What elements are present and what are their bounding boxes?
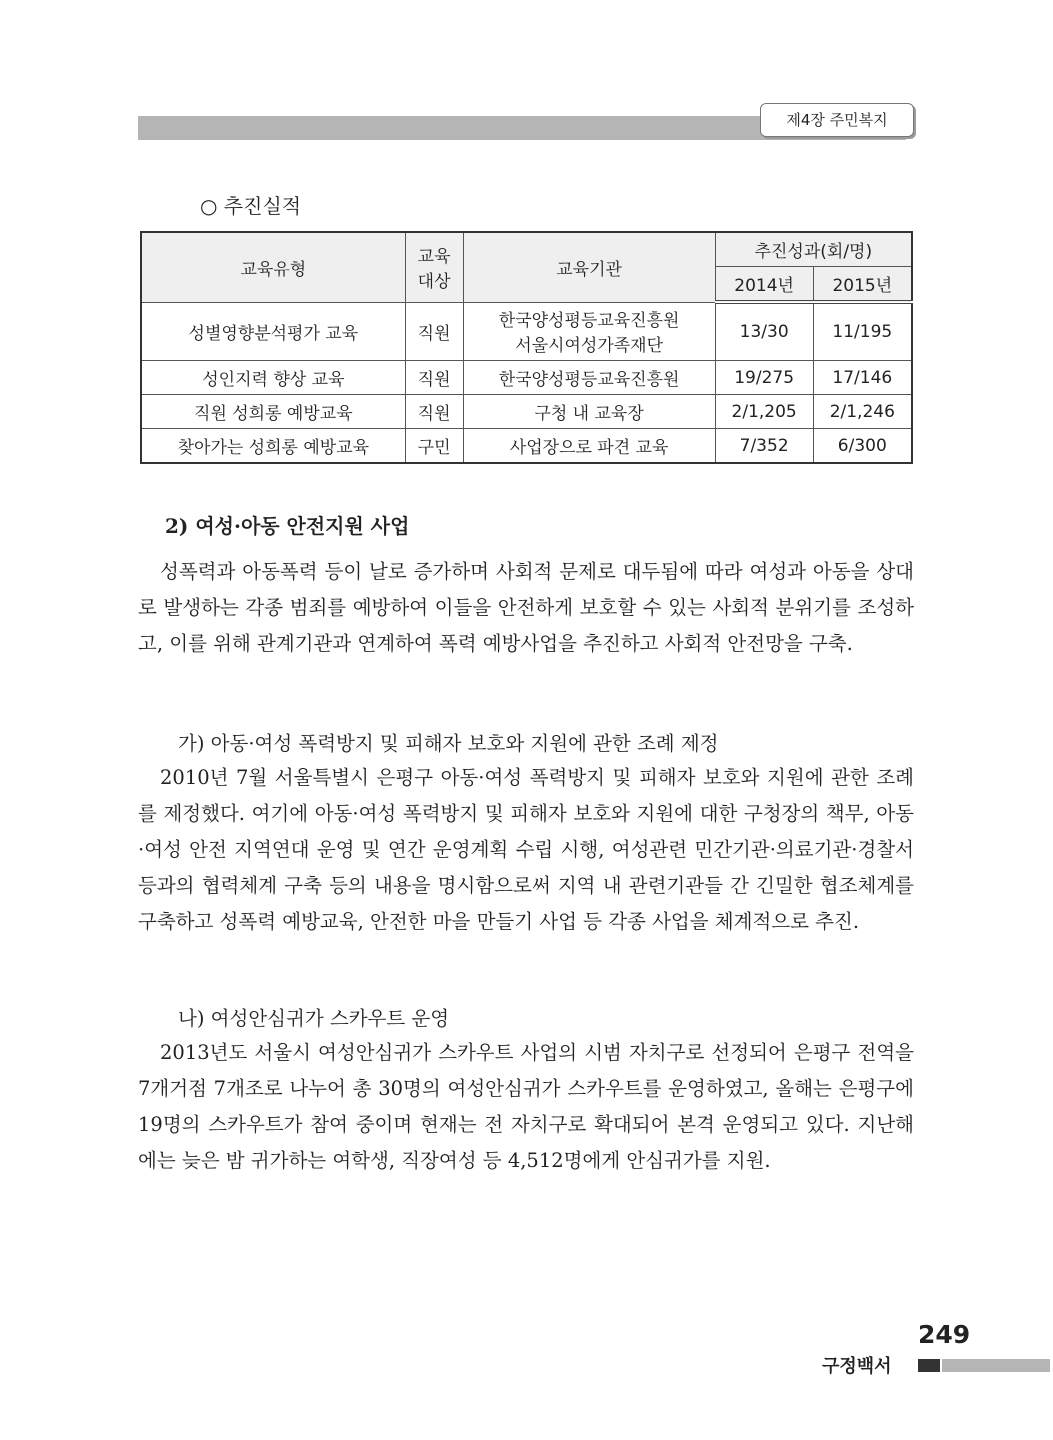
cell-2014: 7/352 (715, 429, 813, 464)
header-institution: 교육기관 (463, 232, 715, 302)
institution-line: 서울시여성가족재단 (515, 336, 664, 357)
header-2014: 2014년 (715, 267, 813, 303)
table-row (141, 395, 912, 429)
footer-bar-gray (942, 1359, 1050, 1372)
chapter-tab: 제4장 주민복지 (760, 103, 914, 137)
header-2015: 2015년 (813, 267, 912, 303)
institution-line: 한국양성평등교육진흥원 (498, 311, 680, 332)
cell-type: 직원 성희롱 예방교육 (141, 395, 405, 429)
footer-bar-dark (918, 1359, 940, 1372)
cell-target: 구민 (405, 429, 463, 464)
cell-institution: 한국양성평등교육진흥원 (463, 361, 715, 395)
cell-2014: 19/275 (715, 361, 813, 395)
cell-target: 직원 (405, 302, 463, 361)
cell-type: 찾아가는 성희롱 예방교육 (141, 429, 405, 464)
header-results: 추진성과(회/명) (715, 232, 912, 267)
cell-2015: 11/195 (813, 302, 912, 361)
section-heading: 2) 여성·아동 안전지원 사업 (165, 514, 410, 538)
cell-target: 직원 (405, 361, 463, 395)
page-number: 249 (918, 1320, 971, 1349)
cell-2015: 6/300 (813, 429, 912, 464)
cell-2015: 17/146 (813, 361, 912, 395)
table-row (141, 302, 912, 361)
header-target-line1: 교육 (417, 247, 451, 268)
subsection-title-b: 나) 여성안심귀가 스카우트 운영 (178, 1007, 450, 1030)
table-row (141, 429, 912, 464)
cell-institution: 사업장으로 파견 교육 (463, 429, 715, 464)
intro-paragraph: 성폭력과 아동폭력 등이 날로 증가하며 사회적 문제로 대두됨에 따라 여성과 아동을 상대로 발생하는 각종 범죄를 예방하여 이들을 안전하게 보호할 수 있는 사회적 분위기를 조성하고, 이를 위해 관계기관과 연계하여 폭력 예방사업을 추진하고 사회적 안전망을 구축. (138, 560, 914, 655)
cell-type: 성별영향분석평가 교육 (141, 302, 405, 361)
subsection-text-b: 2013년도 서울시 여성안심귀가 스카우트 사업의 시범 자치구로 선정되어 은평구 전역을 7개거점 7개조로 나누어 총 30명의 여성안심귀가 스카우트를 운영하였고, 올해는 은평구에 19명의 스카우트가 참여 중이며 현재는 전 자치구로 확대되어 본격 운영되고 있다. 지난해에는 늦은 밤 귀가하는 여학생, 직장여성 등 4,512명에게 안심귀가를 지원. (138, 1041, 914, 1172)
footer-title: 구정백서 (822, 1356, 892, 1377)
cell-2014: 13/30 (715, 302, 813, 361)
subsection-title-a: 가) 아동·여성 폭력방지 및 피해자 보호와 지원에 관한 조례 제정 (178, 732, 719, 755)
table-row (141, 361, 912, 395)
cell-2014: 2/1,205 (715, 395, 813, 429)
results-table (140, 231, 913, 464)
cell-2015: 2/1,246 (813, 395, 912, 429)
subsection-text-a: 2010년 7월 서울특별시 은평구 아동·여성 폭력방지 및 피해자 보호와 지원에 관한 조례를 제정했다. 여기에 아동·여성 폭력방지 및 피해자 보호와 지원에 대한 구청장의 책무, 아동·여성 안전 지역연대 운영 및 연간 운영계획 수립 시행, 여성관련 민간기관·의료기관·경찰서 등과의 협력체계 구축 등의 내용을 명시함으로써 지역 내 관련기관들 간 긴밀한 협조체계를 구축하고 성폭력 예방교육, 안전한 마을 만들기 사업 등 각종 사업을 체계적으로 추진. (138, 766, 914, 933)
header-type: 교육유형 (141, 232, 405, 302)
cell-type: 성인지력 향상 교육 (141, 361, 405, 395)
section-label: ○ 추진실적 (200, 194, 302, 218)
cell-institution (463, 302, 715, 361)
header-target-line2: 대상 (417, 272, 451, 293)
cell-target: 직원 (405, 395, 463, 429)
cell-institution: 구청 내 교육장 (463, 395, 715, 429)
header-target (405, 232, 463, 302)
